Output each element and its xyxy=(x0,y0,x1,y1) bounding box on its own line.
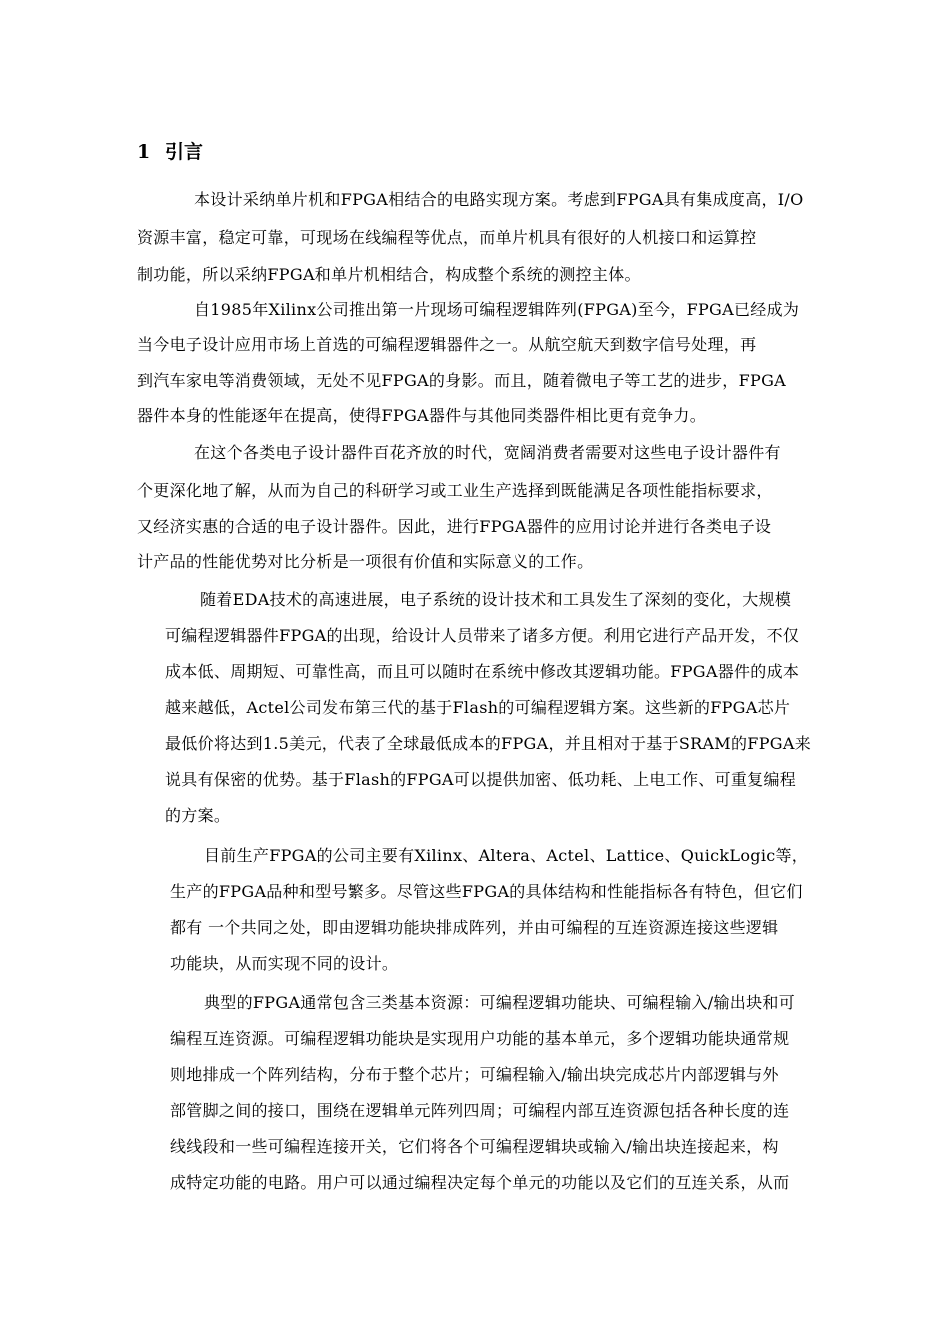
paragraph-4-line-7: 的方案。 xyxy=(165,806,231,825)
paragraph-6-line-1: 典型的FPGA通常包含三类基本资源：可编程逻辑功能块、可编程输入/输出块和可 xyxy=(204,993,795,1012)
paragraph-4-line-5: 最低价将达到1.5美元，代表了全球最低成本的FPGA，并且相对于基于SRAM的FPGA来 xyxy=(165,734,811,753)
section-title: 引言 xyxy=(165,141,204,163)
paragraph-4-line-4: 越来越低，Actel公司发布第三代的基于Flash的可编程逻辑方案。这些新的FPGA芯片 xyxy=(165,698,791,717)
paragraph-4-line-3: 成本低、周期短、可靠性高，而且可以随时在系统中修改其逻辑功能。FPGA器件的成本 xyxy=(165,662,800,681)
paragraph-3-line-2: 个更深化地了解，从而为自己的科研学习或工业生产选择到既能满足各项性能指标要求， xyxy=(137,481,773,500)
paragraph-1-line-1: 本设计采纳单片机和FPGA相结合的电路实现方案。考虑到FPGA具有集成度高，I/O xyxy=(194,190,804,209)
paragraph-4-line-1: 随着EDA技术的高速进展，电子系统的设计技术和工具发生了深刻的变化，大规模 xyxy=(200,590,792,609)
section-number: 1 xyxy=(137,141,151,163)
section-heading xyxy=(137,137,203,164)
paragraph-4-line-6: 说具有保密的优势。基于Flash的FPGA可以提供加密、低功耗、上电工作、可重复编程 xyxy=(165,770,797,789)
paragraph-6-line-3: 则地排成一个阵列结构，分布于整个芯片；可编程输入/输出块完成芯片内部逻辑与外 xyxy=(170,1065,779,1084)
paragraph-2-line-3: 到汽车家电等消费领域，无处不见FPGA的身影。而且，随着微电子等工艺的进步，FPGA xyxy=(137,371,787,390)
paragraph-3-line-4: 计产品的性能优势对比分析是一项很有价值和实际意义的工作。 xyxy=(137,552,594,571)
paragraph-4-line-2: 可编程逻辑器件FPGA的出现，给设计人员带来了诸多方便。利用它进行产品开发，不仅 xyxy=(165,626,800,645)
paragraph-2-line-4: 器件本身的性能逐年在提高，使得FPGA器件与其他同类器件相比更有竞争力。 xyxy=(137,406,707,425)
paragraph-5-line-3: 都有 一个共同之处，即由逻辑功能块排成阵列，并由可编程的互连资源连接这些逻辑 xyxy=(170,918,779,937)
paragraph-1-line-2: 资源丰富，稳定可靠，可现场在线编程等优点，而单片机具有很好的人机接口和运算控 xyxy=(137,228,757,247)
paragraph-6-line-6: 成特定功能的电路。用户可以通过编程决定每个单元的功能以及它们的互连关系，从而 xyxy=(170,1173,790,1192)
paragraph-6-line-4: 部管脚之间的接口，围绕在逻辑单元阵列四周；可编程内部互连资源包括各种长度的连 xyxy=(170,1101,790,1120)
paragraph-1-line-3: 制功能，所以采纳FPGA和单片机相结合，构成整个系统的测控主体。 xyxy=(137,265,641,284)
paragraph-5-line-4: 功能块，从而实现不同的设计。 xyxy=(170,954,399,973)
paragraph-3-line-1: 在这个各类电子设计器件百花齐放的时代，宽阔消费者需要对这些电子设计器件有 xyxy=(194,443,781,462)
paragraph-2-line-2: 当今电子设计应用市场上首选的可编程逻辑器件之一。从航空航天到数字信号处理，再 xyxy=(137,335,757,354)
paragraph-2-line-1: 自1985年Xilinx公司推出第一片现场可编程逻辑阵列(FPGA)至今，FPGA已经成为 xyxy=(194,300,800,319)
paragraph-5-line-1: 目前生产FPGA的公司主要有Xilinx、Altera、Actel、Lattice、QuickLogic等， xyxy=(204,846,809,865)
paragraph-6-line-5: 线线段和一些可编程连接开关，它们将各个可编程逻辑块或输入/输出块连接起来，构 xyxy=(170,1137,779,1156)
paragraph-5-line-2: 生产的FPGA品种和型号繁多。尽管这些FPGA的具体结构和性能指标各有特色，但它们 xyxy=(170,882,803,901)
paragraph-3-line-3: 又经济实惠的合适的电子设计器件。因此，进行FPGA器件的应用讨论并进行各类电子设 xyxy=(137,517,772,536)
paragraph-6-line-2: 编程互连资源。可编程逻辑功能块是实现用户功能的基本单元，多个逻辑功能块通常规 xyxy=(170,1029,790,1048)
